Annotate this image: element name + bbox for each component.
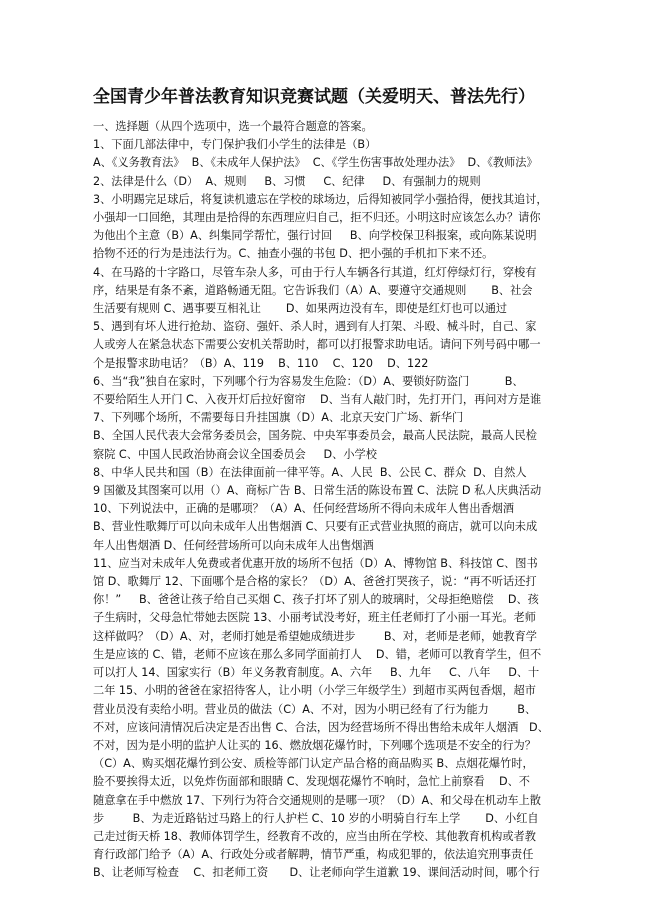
- text-line: 10、下列说法中，正确的是哪项？（A）A、任何经营场所不得向未成年人售出香烟酒: [93, 502, 515, 516]
- text-line: 生是应该的 C、错，老师不应该在那么多同学面前打人 D、错，老师可以教育学生，但不: [93, 647, 542, 661]
- text-line: B、全国人民代表大会常务委员会，国务院、中央军事委员会，最高人民法院，最高人民检: [93, 429, 537, 443]
- text-line: 人或旁人在紧急状态下需要公安机关帮助时，都可以打报警求助电话。请问下列号码中哪一: [93, 338, 541, 352]
- text-line: 你！” B、爸爸让孩子给自己买烟 C、孩子打坏了别人的玻璃时，父母拒绝赔偿 D、孩: [93, 593, 539, 607]
- text-line: 脸不要挨得太近，以免炸伤面部和眼睛 C、发现烟花爆竹不响时，急忙上前察看 D、不: [93, 775, 530, 789]
- text-line: 可以打人 14、国家实行（B）年义务教育制度。A、六年 B、九年 C、八年 D、十: [93, 666, 540, 680]
- document-page: [93, 84, 554, 883]
- text-line: 随意拿在手中燃放 17、下列行为符合交通规则的是哪一项？（D）A、和父母在机动车上散: [93, 793, 541, 807]
- text-line: 1、下面几部法律中，专门保护我们小学生的法律是（B）: [93, 138, 377, 152]
- text-line: 二年 15、小明的爸爸在家招待客人，让小明（小学三年级学生）到超市买两包香烟，超市: [93, 684, 536, 698]
- text-line: （C）A、购买烟花爆竹到公安、质检等部门认定产品合格的商品购买 B、点烟花爆竹时，: [93, 757, 534, 771]
- text-line: B、让老师写检查 C、扣老师工资 D、让老师向学生道歉 19、课间活动时间，哪个行: [93, 866, 540, 880]
- text-line: 不要给陌生人开门 C、入夜开灯后拉好窗帘 D、当有人敲门时，先打开门，再问对方是谁: [93, 393, 542, 407]
- text-line: B、营业性歌舞厅可以向未成年人出售烟酒 C、只要有正式营业执照的商店，就可以向未成: [93, 520, 538, 534]
- text-line: 营业员没有卖给小明。营业员的做法（C）A、不对，因为小明已经有了行为能力 B、: [93, 702, 537, 716]
- text-line: 6、当“我”独自在家时，下列哪个行为容易发生危险：（D）A、要锁好防盗门 B、: [93, 374, 524, 388]
- document-title: 全国青少年普法教育知识竞赛试题（关爱明天、普法先行）: [93, 87, 535, 107]
- text-line: 不对，因为是小明的监护人让买的 16、燃放烟花爆竹时，下列哪个选项是不安全的行为？: [93, 738, 536, 752]
- text-line: 这样做吗？（D）A、对，老师打她是希望她成绩进步 B、对，老师是老师，她教育学: [93, 629, 537, 643]
- text-line: 11、应当对未成年人免费或者优惠开放的场所不包括（D）A、博物馆 B、科技馆 C、图书: [93, 556, 538, 570]
- text-line: 己走过街天桥 18、教师体罚学生，经教育不改的，应当由所在学校、其他教育机构或者教: [93, 829, 536, 843]
- text-line: 个是报警求助电话？（B）A、119 B、110 C、120 D、122: [93, 356, 429, 370]
- text-line: 育行政部门给予（A）A、行政处分或者解聘，情节严重，构成犯罪的，依法追究刑事责任: [93, 848, 534, 862]
- text-line: 一、选择题（从四个选项中，选一个最符合题意的答案。: [93, 120, 373, 133]
- text-line: 步 B、为走近路钻过马路上的行人护栏 C、10 岁的小明骑自行车上学 D、小红自: [93, 811, 539, 825]
- text-line: 拾物不还的行为是违法行为。C、抽查小强的书包 D、把小强的手机扣下来不还。: [93, 247, 494, 261]
- text-line: 不对，应该问清情况后决定是否出售 C、合法，因为经营场所不得出售给未成年人烟酒 D、: [93, 720, 549, 734]
- text-line: 为他出个主意（B）A、纠集同学帮忙，强行讨回 B、向学校保卫科报案，或向陈某说明: [93, 229, 537, 243]
- text-line: 2、法律是什么（D） A、规则 B、习惯 C、纪律 D、有强制力的规则: [93, 174, 481, 188]
- text-line: 序，结果是有条不紊，道路畅通无阻。它告诉我们（A）A、要遵守交通规则 B、社会: [93, 283, 533, 297]
- text-line: 馆 D、歌舞厅 12、下面哪个是合格的家长？（D）A、爸爸打哭孩子，说：“再不听话还打: [93, 575, 537, 589]
- text-line: 小强却一口回绝，其理由是拾得的东西理应归自己，拒不归还。小明这时应该怎么办？请你: [93, 211, 541, 225]
- text-line: 9 国徽及其图案可以用（）A、商标广告 B、日常生活的陈设布置 C、法院 D 私人庆典活动: [93, 484, 542, 498]
- text-line: 4、在马路的十字路口，尽管车杂人多，可由于行人车辆各行其道，红灯停绿灯行，穿梭有: [93, 265, 537, 279]
- text-line: 7、下列哪个场所，不需要每日升挂国旗（D）A、北京天安门广场、新华门: [93, 411, 464, 425]
- text-line: 生活要有规则 C、遇事要互相礼让 D、如果两边没有车，即使是红灯也可以通过: [93, 302, 508, 316]
- text-line: 子生病时，父母急忙带她去医院 13、小丽考试没考好，班主任老师打了小丽一耳光。老师: [93, 611, 536, 625]
- text-line: 年人出售烟酒 D、任何经营场所可以向未成年人出售烟酒: [93, 538, 374, 552]
- text-line: A、《义务教育法》 B、《未成年人保护法》 C、《学生伤害事故处理办法》 D、《教师法》: [93, 156, 538, 170]
- text-line: 3、小明踢完足球后，将复读机遗忘在学校的球场边，后得知被同学小强拾得，便找其追讨，: [93, 192, 548, 206]
- text-line: 8、中华人民共和国（B）在法律面前一律平等。A、人民 B、公民 C、群众 D、自然人: [93, 465, 527, 479]
- text-line: 察院 C、中国人民政治协商会议全国委员会 D、小学校: [93, 447, 377, 461]
- document-body: [93, 118, 554, 883]
- text-line: 5、遇到有坏人进行抢劫、盗窃、强奸、杀人时，遇到有人打架、斗殴、械斗时，自己、家: [93, 320, 537, 334]
